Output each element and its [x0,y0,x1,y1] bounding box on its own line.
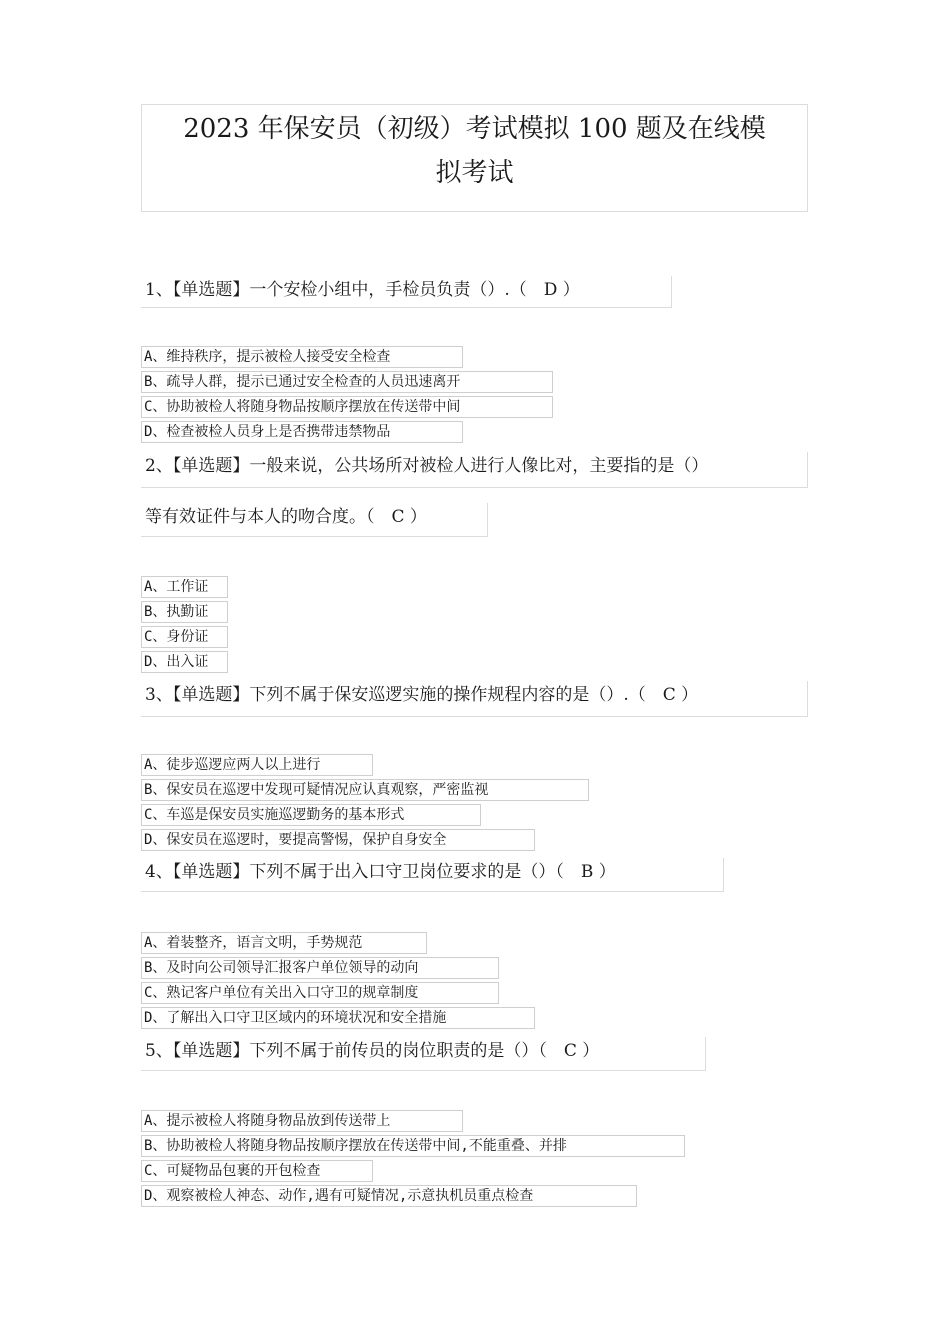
question-3-option-b: B、保安员在巡逻中发现可疑情况应认真观察，严密监视 [141,779,589,801]
question-3-text: 3、【单选题】下列不属于保安巡逻实施的操作规程内容的是（）.（ C ） [141,681,808,717]
question-2-option-b: B、执勤证 [141,601,228,623]
question-1-option-b: B、疏导人群，提示已通过安全检查的人员迅速离开 [141,371,553,393]
question-1-option-d: D、检查被检人员身上是否携带违禁物品 [141,421,463,443]
question-4-text: 4、【单选题】下列不属于出入口守卫岗位要求的是（）（ B ） [141,858,724,892]
question-4-option-d: D、了解出入口守卫区域内的环境状况和安全措施 [141,1007,535,1029]
question-2-option-a: A、工作证 [141,576,228,598]
question-5-option-c: C、可疑物品包裹的开包检查 [141,1160,373,1182]
title-line-2: 拟考试 [435,158,514,188]
question-3-option-a: A、徒步巡逻应两人以上进行 [141,754,373,776]
question-1-option-c: C、协助被检人将随身物品按顺序摆放在传送带中间 [141,396,553,418]
question-4-option-b: B、及时向公司领导汇报客户单位领导的动向 [141,957,499,979]
question-2-option-d: D、出入证 [141,651,228,673]
question-4-option-c: C、熟记客户单位有关出入口守卫的规章制度 [141,982,499,1004]
question-3-option-c: C、车巡是保安员实施巡逻勤务的基本形式 [141,804,481,826]
question-5-option-a: A、提示被检人将随身物品放到传送带上 [141,1110,463,1132]
question-2-option-c: C、身份证 [141,626,228,648]
question-2-text-line-1: 2、【单选题】一般来说，公共场所对被检人进行人像比对，主要指的是（） [141,452,808,488]
question-1-option-a: A、维持秩序，提示被检人接受安全检查 [141,346,463,368]
question-2-text-line-2: 等有效证件与本人的吻合度。（ C ） [141,503,488,537]
document-title [141,104,808,212]
question-5-option-d: D、观察被检人神态、动作,遇有可疑情况,示意执机员重点检查 [141,1185,637,1207]
question-1-text: 1、【单选题】一个安检小组中，手检员负责（）.（ D ） [141,276,672,308]
question-5-text: 5、【单选题】下列不属于前传员的岗位职责的是（）（ C ） [141,1037,706,1071]
title-line-1: 2023 年保安员（初级）考试模拟 100 题及在线模 [183,114,766,144]
question-5-option-b: B、协助被检人将随身物品按顺序摆放在传送带中间,不能重叠、并排 [141,1135,685,1157]
question-4-option-a: A、着装整齐，语言文明，手势规范 [141,932,427,954]
question-3-option-d: D、保安员在巡逻时，要提高警惕，保护自身安全 [141,829,535,851]
